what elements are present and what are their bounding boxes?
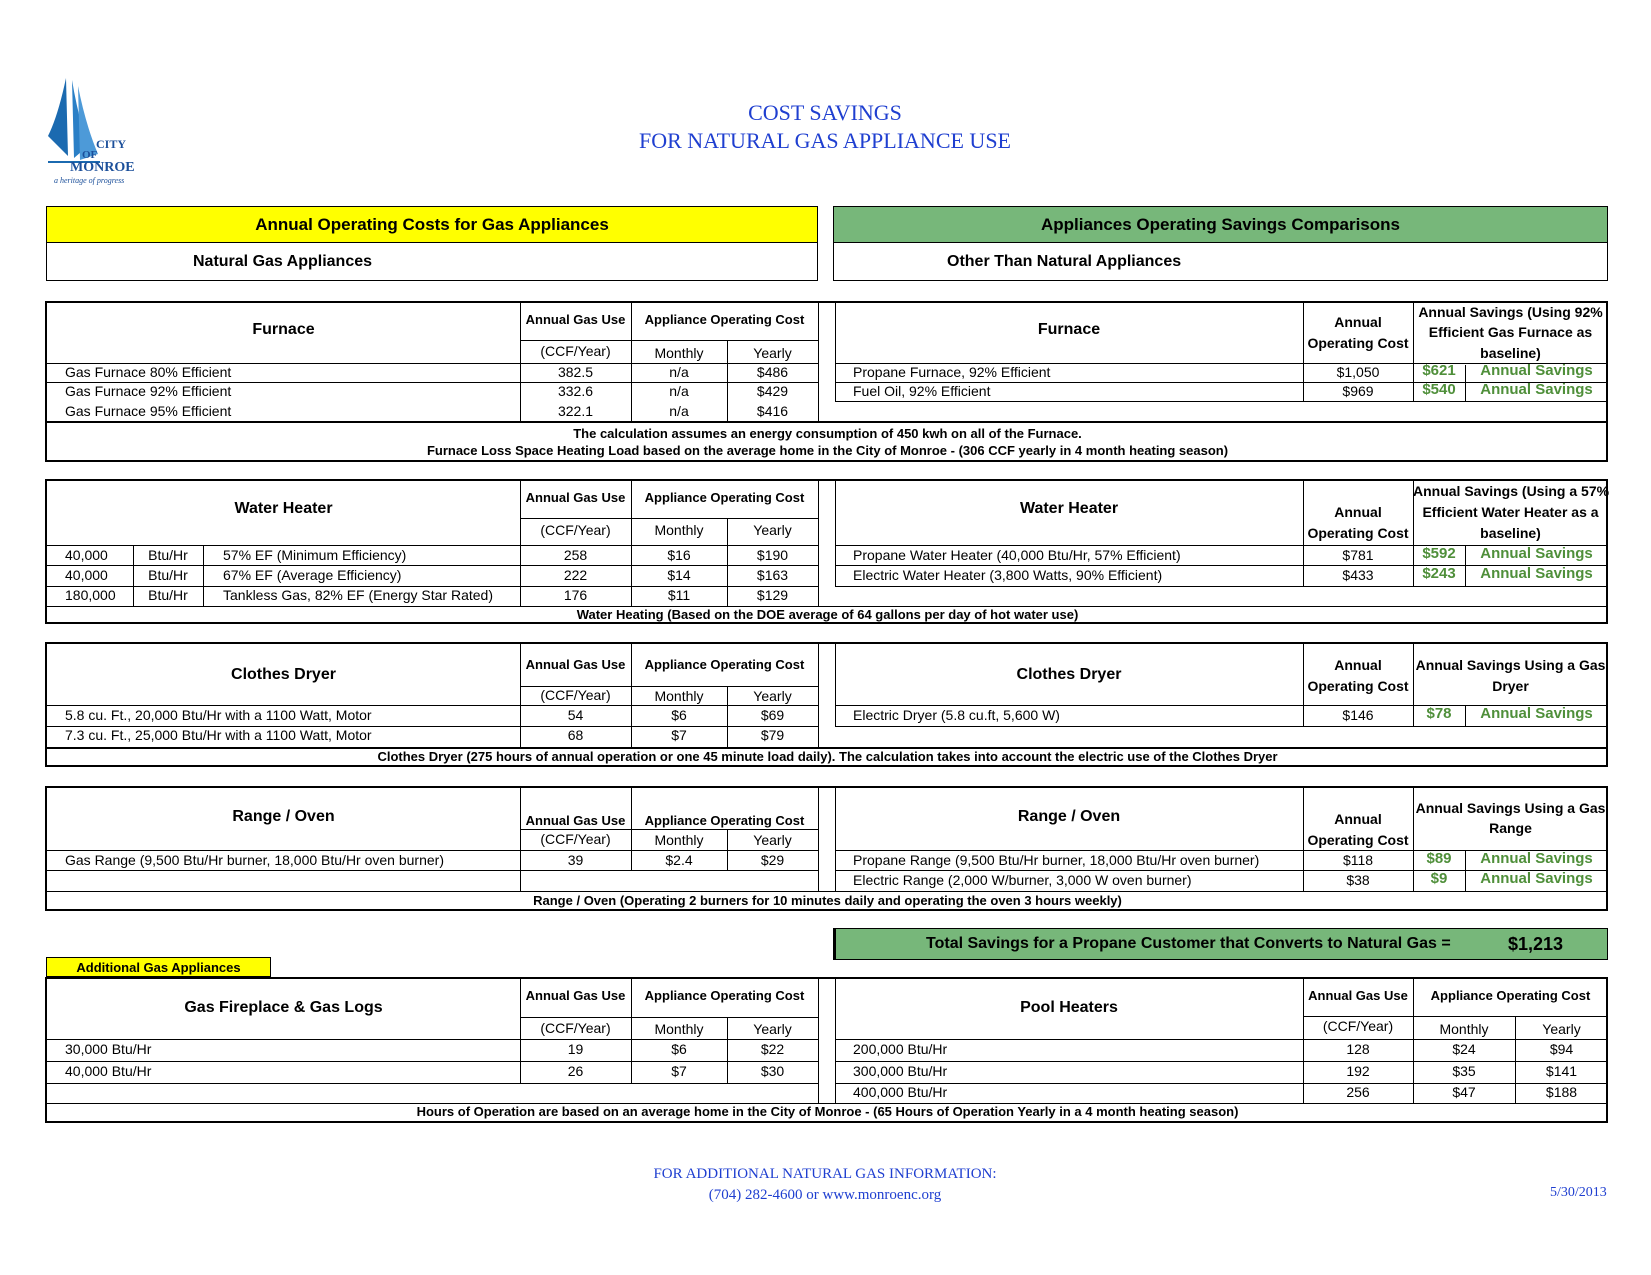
fireplace-title: Gas Fireplace & Gas Logs xyxy=(184,999,383,1016)
annual-header: Annual xyxy=(1334,314,1382,330)
operating-cost-header: Appliance Operating Cost xyxy=(644,813,805,828)
row-ccf: 128 xyxy=(1346,1041,1370,1057)
page-title-line2: FOR NATURAL GAS APPLIANCE USE xyxy=(638,128,1011,153)
row-yearly: $190 xyxy=(756,547,789,563)
yearly-header: Yearly xyxy=(753,1021,792,1037)
annual-savings-label: Annual Savings xyxy=(1480,870,1593,887)
row-yearly: $486 xyxy=(756,364,789,380)
row-unit: Btu/Hr xyxy=(148,567,188,583)
annual-header: Annual xyxy=(1334,811,1382,827)
footer-date: 5/30/2013 xyxy=(1550,1185,1607,1200)
compare-name: Electric Range (2,000 W/burner, 3,000 W oven burner) xyxy=(853,872,1192,888)
total-savings-box xyxy=(833,928,1608,960)
row-ccf: 68 xyxy=(567,727,584,743)
yearly-header: Yearly xyxy=(753,345,792,361)
compare-name: Propane Furnace, 92% Efficient xyxy=(853,364,1051,380)
compare-cost: $781 xyxy=(1342,547,1374,563)
annual-savings-label: Annual Savings xyxy=(1480,705,1593,722)
row-monthly: $24 xyxy=(1452,1041,1476,1057)
savings-header-1: Annual Savings Using a Gas xyxy=(1415,657,1606,673)
row-yearly: $429 xyxy=(756,383,789,399)
left-header-subtitle: Natural Gas Appliances xyxy=(193,253,373,270)
water-heater-title: Water Heater xyxy=(234,500,333,517)
compare-cost: $433 xyxy=(1342,567,1374,583)
total-savings-value: $1,213 xyxy=(1508,934,1564,954)
pool-ccf-year-header: (CCF/Year) xyxy=(1322,1018,1394,1034)
row-yearly: $129 xyxy=(756,587,789,603)
annual-savings-label: Annual Savings xyxy=(1480,565,1593,582)
furnace-note-2: Furnace Loss Space Heating Load based on the average home in the City of Monroe - (306 CCF yearly in 4 month heating season) xyxy=(426,443,1229,458)
savings-header-3: baseline) xyxy=(1480,525,1541,541)
footer-info-line1: FOR ADDITIONAL NATURAL GAS INFORMATION: xyxy=(653,1166,997,1182)
total-savings-label: Total Savings for a Propane Customer that Converts to Natural Gas = xyxy=(926,935,1451,952)
annual-operating-cost-header: Operating Cost xyxy=(1307,525,1409,541)
compare-cost: $969 xyxy=(1342,383,1374,399)
row-name: Tankless Gas, 82% EF (Energy Star Rated) xyxy=(223,587,493,603)
row-ccf: 39 xyxy=(567,852,584,868)
water-note: Water Heating (Based on the DOE average of 64 gallons per day of hot water use) xyxy=(576,607,1079,622)
savings-header-2: Range xyxy=(1489,820,1532,836)
yearly-header: Yearly xyxy=(753,522,792,538)
annual-gas-use-header: Annual Gas Use xyxy=(525,988,626,1003)
compare-savings: $540 xyxy=(1422,381,1456,398)
compare-savings: $78 xyxy=(1426,705,1452,722)
pool-operating-cost-header: Appliance Operating Cost xyxy=(1430,988,1591,1003)
compare-name: Electric Water Heater (3,800 Watts, 90% Efficient) xyxy=(853,567,1163,583)
row-yearly: $29 xyxy=(760,852,785,868)
additional-section xyxy=(45,977,1608,1123)
annual-gas-use-header: Annual Gas Use xyxy=(525,490,626,505)
furnace-title: Furnace xyxy=(252,321,315,338)
row-monthly: $7 xyxy=(671,727,687,743)
logo-line2: OF xyxy=(82,149,98,161)
row-name: Gas Furnace 80% Efficient xyxy=(65,364,232,380)
monthly-header: Monthly xyxy=(654,522,704,538)
row-ccf: 54 xyxy=(567,707,584,723)
row-ccf: 258 xyxy=(563,547,588,563)
row-ccf: 332.6 xyxy=(557,383,594,399)
operating-cost-header: Appliance Operating Cost xyxy=(644,490,805,505)
row-ccf: 382.5 xyxy=(557,364,594,380)
range-title: Range / Oven xyxy=(232,808,335,825)
compare-cost: $118 xyxy=(1342,852,1374,868)
left-header-box xyxy=(46,206,818,281)
savings-header-2: Efficient Gas Furnace as xyxy=(1428,324,1593,340)
range-oven-section xyxy=(45,786,1608,911)
compare-cost: $1,050 xyxy=(1336,364,1380,380)
row-name: Gas Range (9,500 Btu/Hr burner, 18,000 Btu/Hr oven burner) xyxy=(65,852,444,868)
yearly-header: Yearly xyxy=(753,832,792,848)
savings-header-2: Dryer xyxy=(1492,678,1529,694)
annual-gas-use-header: Annual Gas Use xyxy=(525,312,626,327)
compare-savings: $621 xyxy=(1422,362,1456,379)
row-yearly: $163 xyxy=(756,567,789,583)
compare-name: Electric Dryer (5.8 cu.ft, 5,600 W) xyxy=(853,707,1060,723)
compare-cost: $38 xyxy=(1346,872,1370,888)
row-ccf: 222 xyxy=(563,567,588,583)
compare-cost: $146 xyxy=(1342,707,1374,723)
page-title-line1: COST SAVINGS xyxy=(748,100,902,125)
compare-savings: $9 xyxy=(1430,870,1448,887)
savings-header-1: Annual Savings (Using a 57% xyxy=(1413,483,1610,499)
logo-tagline: a heritage of progress xyxy=(54,176,125,185)
dryer-title: Clothes Dryer xyxy=(231,666,336,683)
row-monthly: $7 xyxy=(671,1063,687,1079)
row-name: 40,000 Btu/Hr xyxy=(65,1063,152,1079)
ccf-year-header: (CCF/Year) xyxy=(540,831,611,847)
row-monthly: $6 xyxy=(671,1041,687,1057)
row-name: 67% EF (Average Efficiency) xyxy=(223,567,402,583)
operating-cost-header: Appliance Operating Cost xyxy=(644,657,805,672)
monthly-header: Monthly xyxy=(654,688,704,704)
row-monthly: $14 xyxy=(667,567,691,583)
compare-savings: $243 xyxy=(1422,565,1456,582)
right-header-subtitle: Other Than Natural Appliances xyxy=(947,253,1182,270)
row-name: Gas Furnace 92% Efficient xyxy=(65,383,232,399)
pool-monthly-header: Monthly xyxy=(1439,1021,1489,1037)
ccf-year-header: (CCF/Year) xyxy=(540,687,611,703)
row-monthly: $2.4 xyxy=(665,852,693,868)
row-yearly: $188 xyxy=(1545,1084,1578,1100)
compare-name: Fuel Oil, 92% Efficient xyxy=(853,383,991,399)
row-monthly: $16 xyxy=(667,547,691,563)
monthly-header: Monthly xyxy=(654,832,704,848)
row-ccf: 176 xyxy=(563,587,588,603)
annual-header: Annual xyxy=(1334,657,1382,673)
range-compare-title: Range / Oven xyxy=(1017,808,1121,825)
logo-line3: MONROE xyxy=(70,160,135,175)
row-ccf: 322.1 xyxy=(557,403,594,419)
additional-appliances-label: Additional Gas Appliances xyxy=(46,957,271,977)
range-note: Range / Oven (Operating 2 burners for 10 minutes daily and operating the oven 3 hours weekly) xyxy=(533,893,1122,908)
furnace-compare-title: Furnace xyxy=(1037,321,1101,338)
left-header-title: Annual Operating Costs for Gas Appliances xyxy=(47,207,817,243)
row-monthly: $47 xyxy=(1452,1084,1476,1100)
savings-header-3: baseline) xyxy=(1480,345,1541,361)
yearly-header: Yearly xyxy=(753,688,792,704)
row-ccf: 256 xyxy=(1346,1084,1370,1100)
row-yearly: $94 xyxy=(1549,1041,1574,1057)
ccf-year-header: (CCF/Year) xyxy=(540,1020,611,1036)
annual-savings-label: Annual Savings xyxy=(1480,362,1593,379)
compare-name: Propane Range (9,500 Btu/Hr burner, 18,000 Btu/Hr oven burner) xyxy=(853,852,1260,868)
row-btu: 40,000 xyxy=(65,567,108,583)
dryer-compare-title: Clothes Dryer xyxy=(1016,666,1122,683)
row-btu: 180,000 xyxy=(65,587,116,603)
pool-title: Pool Heaters xyxy=(1020,999,1118,1016)
savings-header-1: Annual Savings (Using 92% xyxy=(1418,304,1603,320)
operating-cost-header: Appliance Operating Cost xyxy=(644,312,805,327)
annual-gas-use-header: Annual Gas Use xyxy=(525,657,626,672)
row-ccf: 26 xyxy=(567,1063,584,1079)
monthly-header: Monthly xyxy=(654,345,704,361)
row-yearly: $141 xyxy=(1545,1063,1578,1079)
row-monthly: n/a xyxy=(669,403,689,419)
logo-line1: CITY xyxy=(96,137,127,151)
row-monthly: $35 xyxy=(1452,1063,1476,1079)
row-monthly: n/a xyxy=(669,364,689,380)
compare-name: Propane Water Heater (40,000 Btu/Hr, 57% Efficient) xyxy=(853,547,1181,563)
right-header-title: Appliances Operating Savings Comparisons xyxy=(834,207,1607,243)
row-name: 400,000 Btu/Hr xyxy=(853,1084,948,1100)
operating-cost-header: Appliance Operating Cost xyxy=(644,988,805,1003)
annual-savings-label: Annual Savings xyxy=(1480,545,1593,562)
annual-savings-label: Annual Savings xyxy=(1480,381,1593,398)
row-yearly: $69 xyxy=(760,707,785,723)
row-btu: 40,000 xyxy=(65,547,108,563)
annual-savings-label: Annual Savings xyxy=(1480,850,1593,867)
compare-savings: $592 xyxy=(1422,545,1456,562)
row-name: 200,000 Btu/Hr xyxy=(853,1041,948,1057)
pool-yearly-header: Yearly xyxy=(1542,1021,1581,1037)
row-yearly: $30 xyxy=(760,1063,785,1079)
row-name: 57% EF (Minimum Efficiency) xyxy=(223,547,407,563)
row-monthly: $11 xyxy=(667,587,691,603)
annual-operating-cost-header: Operating Cost xyxy=(1307,678,1409,694)
compare-savings: $89 xyxy=(1426,850,1452,867)
furnace-section xyxy=(45,301,1608,462)
row-yearly: $416 xyxy=(756,403,789,419)
row-name: 5.8 cu. Ft., 20,000 Btu/Hr with a 1100 Watt, Motor xyxy=(65,707,372,723)
annual-operating-cost-header: Operating Cost xyxy=(1307,832,1409,848)
annual-gas-use-header: Annual Gas Use xyxy=(525,813,626,828)
row-yearly: $22 xyxy=(760,1041,785,1057)
footer-info-line2: (704) 282-4600 or www.monroenc.org xyxy=(708,1187,942,1203)
row-name: 7.3 cu. Ft., 25,000 Btu/Hr with a 1100 Watt, Motor xyxy=(65,727,372,743)
row-name: 300,000 Btu/Hr xyxy=(853,1063,948,1079)
savings-header-2: Efficient Water Heater as a xyxy=(1422,504,1599,520)
row-unit: Btu/Hr xyxy=(148,547,188,563)
water-heater-section xyxy=(45,479,1608,624)
pool-annual-gas-use-header: Annual Gas Use xyxy=(1308,988,1408,1003)
city-logo xyxy=(42,76,152,188)
water-compare-title: Water Heater xyxy=(1019,500,1119,517)
dryer-note: Clothes Dryer (275 hours of annual operation or one 45 minute load daily). The calculation takes into account the electric use of the Clothes Dryer xyxy=(377,749,1278,764)
row-ccf: 19 xyxy=(567,1041,584,1057)
clothes-dryer-section xyxy=(45,642,1608,767)
row-monthly: $6 xyxy=(671,707,687,723)
row-monthly: n/a xyxy=(669,383,689,399)
row-yearly: $79 xyxy=(760,727,785,743)
ccf-year-header: (CCF/Year) xyxy=(540,343,611,359)
row-unit: Btu/Hr xyxy=(148,587,188,603)
additional-note: Hours of Operation are based on an average home in the City of Monroe - (65 Hours of Operation Yearly in a 4 month heating season) xyxy=(416,1104,1239,1119)
furnace-note-1: The calculation assumes an energy consumption of 450 kwh on all of the Furnace. xyxy=(573,426,1082,441)
row-name: 30,000 Btu/Hr xyxy=(65,1041,152,1057)
row-ccf: 192 xyxy=(1346,1063,1370,1079)
annual-operating-cost-header: Operating Cost xyxy=(1307,335,1409,351)
savings-header-1: Annual Savings Using a Gas xyxy=(1415,800,1606,816)
annual-header: Annual xyxy=(1334,504,1382,520)
right-header-box xyxy=(833,206,1608,281)
row-name: Gas Furnace 95% Efficient xyxy=(65,403,232,419)
monthly-header: Monthly xyxy=(654,1021,704,1037)
ccf-year-header: (CCF/Year) xyxy=(540,522,611,538)
